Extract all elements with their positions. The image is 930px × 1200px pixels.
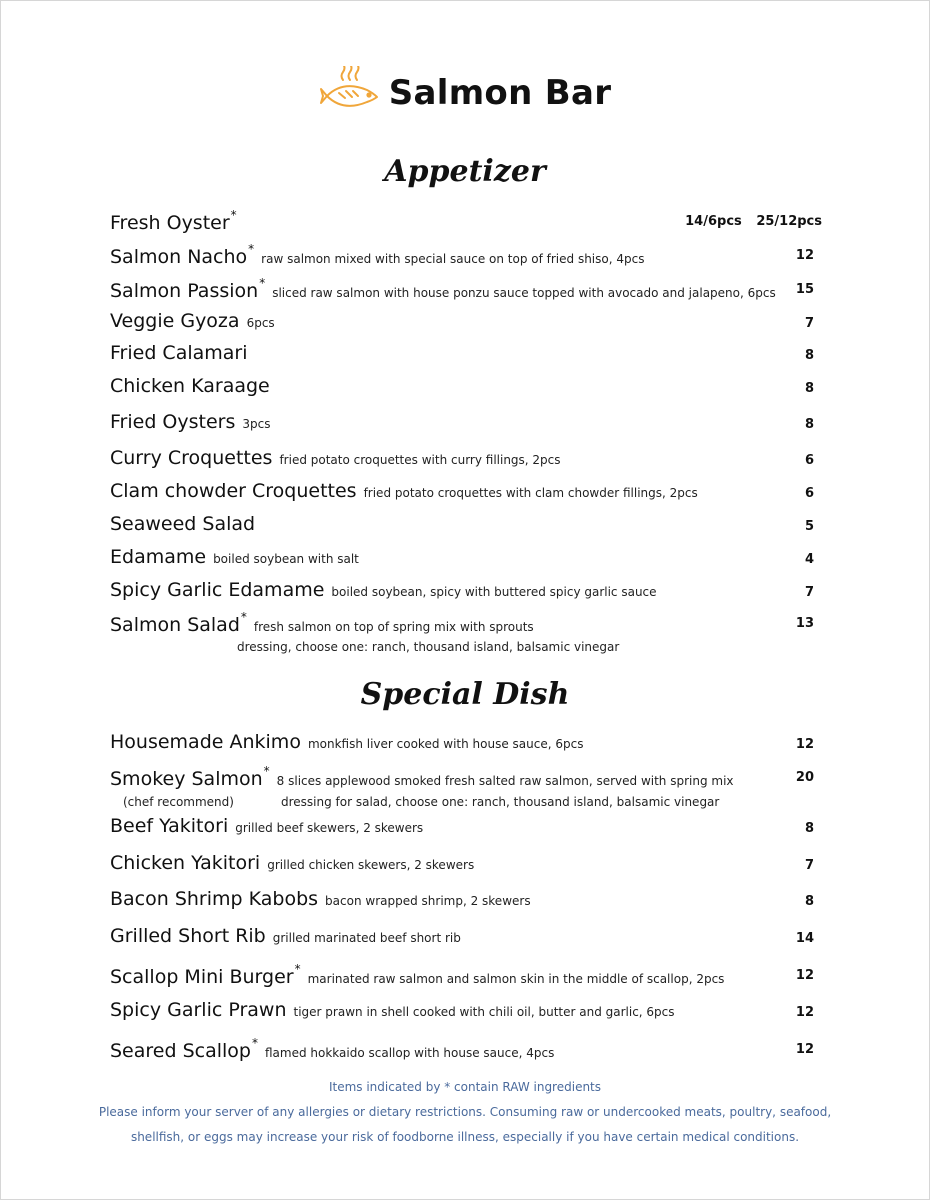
item-price: 8 — [804, 894, 814, 909]
foodborne-notice: shellfish, or eggs may increase your risk of foodborne illness, especially if you have certain medical conditions. — [130, 1130, 800, 1144]
menu-item — [110, 411, 822, 441]
item-description: 3pcs — [242, 417, 271, 431]
raw-star: * — [259, 276, 266, 290]
item-name: Chicken Karaage — [110, 375, 270, 397]
item-price: 14 — [795, 931, 814, 946]
item-description: boiled soybean, spicy with buttered spicy garlic sauce — [331, 585, 657, 599]
menu-item — [110, 852, 822, 882]
menu-item — [110, 546, 822, 576]
item-price: 12 — [795, 1042, 814, 1057]
salad-dressing-note: dressing, choose one: ranch, thousand island, balsamic vinegar — [237, 640, 620, 654]
header — [0, 66, 930, 120]
menu-item — [110, 925, 822, 955]
smokey-dressing-note: dressing for salad, choose one: ranch, thousand island, balsamic vinegar — [281, 795, 720, 809]
menu-item — [110, 480, 822, 510]
item-price: 7 — [804, 858, 814, 873]
raw-star: * — [251, 1036, 258, 1050]
special-dish-title: Special Dish — [360, 677, 570, 712]
item-name: Salmon Nacho — [110, 246, 248, 268]
raw-star: * — [248, 242, 255, 256]
item-description: grilled beef skewers, 2 skewers — [235, 821, 424, 835]
price-dozen: 25/12pcs — [756, 214, 822, 229]
item-description: grilled marinated beef short rib — [272, 931, 461, 945]
raw-notice: Items indicated by * contain RAW ingredients — [328, 1080, 602, 1094]
restaurant-name: Salmon Bar — [388, 73, 612, 113]
item-price: 13 — [795, 616, 814, 631]
menu-item — [110, 342, 822, 372]
menu-item — [110, 999, 822, 1029]
item-name: Fresh Oyster — [110, 212, 230, 234]
item-price: 8 — [804, 348, 814, 363]
item-name: Salmon Salad — [110, 614, 240, 636]
menu-item — [110, 513, 822, 543]
menu-item — [110, 579, 822, 609]
item-price: 5 — [804, 519, 814, 534]
raw-star: * — [240, 610, 247, 624]
menu-item — [110, 731, 822, 761]
item-price: 8 — [804, 417, 814, 432]
menu-item — [110, 962, 822, 992]
item-price: 7 — [804, 585, 814, 600]
item-name: Salmon Passion — [110, 280, 259, 302]
footer — [0, 1075, 930, 1150]
item-description: boiled soybean with salt — [213, 552, 359, 566]
item-price: 15 — [795, 282, 814, 297]
item-description: fried potato croquettes with clam chowder fillings, 2pcs — [363, 486, 698, 500]
item-description: flamed hokkaido scallop with house sauce, 4pcs — [264, 1046, 555, 1060]
menu-item — [110, 447, 822, 477]
menu-item — [110, 888, 822, 918]
item-description: bacon wrapped shrimp, 2 skewers — [325, 894, 531, 908]
item-name: Housemade Ankimo — [110, 731, 301, 753]
menu-item — [110, 242, 822, 272]
allergy-notice: Please inform your server of any allergies or dietary restrictions. Consuming raw or undercooked meats, poultry, seafood, — [98, 1105, 832, 1119]
item-name: Scallop Mini Burger — [110, 966, 294, 988]
item-description: raw salmon mixed with special sauce on top of fried shiso, 4pcs — [261, 252, 645, 266]
item-price: 12 — [795, 968, 814, 983]
item-name: Grilled Short Rib — [110, 925, 266, 947]
item-price: 8 — [804, 381, 814, 396]
item-description: fresh salmon on top of spring mix with sprouts — [253, 620, 534, 634]
item-name: Veggie Gyoza — [110, 310, 240, 332]
item-price: 12 — [795, 737, 814, 752]
item-name: Clam chowder Croquettes — [110, 480, 357, 502]
item-price: 20 — [795, 770, 814, 785]
item-price: 6 — [804, 453, 814, 468]
item-description: sliced raw salmon with house ponzu sauce topped with avocado and jalapeno, 6pcs — [272, 286, 776, 300]
item-price: 12 — [795, 1005, 814, 1020]
chef-recommend-note: (chef recommend) — [123, 795, 234, 809]
item-name: Beef Yakitori — [110, 815, 229, 837]
item-name: Smokey Salmon — [110, 768, 263, 790]
item-name: Seaweed Salad — [110, 513, 256, 535]
menu-item — [110, 276, 822, 306]
raw-star: * — [294, 962, 301, 976]
item-description: monkfish liver cooked with house sauce, 6pcs — [307, 737, 584, 751]
item-description: marinated raw salmon and salmon skin in the middle of scallop, 2pcs — [307, 972, 725, 986]
menu-item — [110, 375, 822, 405]
item-price: 6 — [804, 486, 814, 501]
item-name: Curry Croquettes — [110, 447, 273, 469]
oyster-prices — [675, 214, 822, 229]
menu-item — [110, 610, 822, 640]
item-name: Fried Calamari — [110, 342, 248, 364]
fish-icon — [319, 66, 379, 120]
item-description: grilled chicken skewers, 2 skewers — [267, 858, 475, 872]
raw-star: * — [263, 764, 270, 778]
item-description: 6pcs — [246, 316, 275, 330]
appetizer-title: Appetizer — [384, 154, 546, 189]
menu-item — [110, 1036, 822, 1066]
item-name: Spicy Garlic Prawn — [110, 999, 287, 1021]
item-name: Chicken Yakitori — [110, 852, 261, 874]
menu-item-fresh-oyster — [110, 208, 822, 238]
item-name: Edamame — [110, 546, 207, 568]
item-price: 7 — [804, 316, 814, 331]
raw-star: * — [230, 208, 237, 222]
menu-item — [110, 310, 822, 340]
item-price: 4 — [804, 552, 814, 567]
menu-item — [110, 764, 822, 794]
item-description: 8 slices applewood smoked fresh salted raw salmon, served with spring mix — [276, 774, 734, 788]
item-name: Spicy Garlic Edamame — [110, 579, 325, 601]
item-description: tiger prawn in shell cooked with chili oil, butter and garlic, 6pcs — [293, 1005, 675, 1019]
item-name: Bacon Shrimp Kabobs — [110, 888, 319, 910]
menu-item — [110, 815, 822, 845]
price-half-dozen: 14/6pcs — [685, 214, 742, 229]
item-name: Fried Oysters — [110, 411, 236, 433]
item-price: 8 — [804, 821, 814, 836]
item-description: fried potato croquettes with curry fillings, 2pcs — [279, 453, 561, 467]
item-price: 12 — [795, 248, 814, 263]
item-name: Seared Scallop — [110, 1040, 251, 1062]
